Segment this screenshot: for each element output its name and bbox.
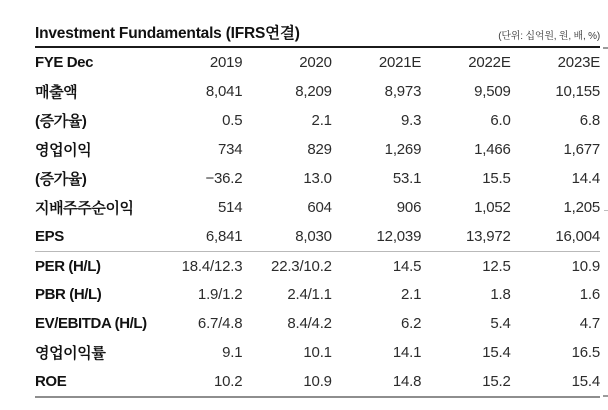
row-label: EPS: [35, 228, 64, 245]
row-label: EV/EBITDA (H/L): [35, 315, 147, 332]
cell: 8,973: [384, 83, 422, 100]
cell: 906: [396, 199, 422, 216]
cell: 8.4/4.2: [287, 315, 332, 332]
cell: 829: [307, 141, 332, 158]
cell: 18.4/12.3: [181, 257, 243, 275]
header-year: 2019: [209, 54, 243, 71]
table-row-net-profit: [35, 193, 600, 222]
cell: 0.5: [222, 112, 243, 129]
cell: 9.3: [400, 112, 422, 129]
cell: 1,269: [384, 141, 422, 158]
cell: 15.5: [482, 170, 511, 187]
header-year: 2022E: [468, 54, 511, 71]
table-row-per: [35, 251, 600, 280]
row-label: 지배주주순이익: [35, 200, 134, 217]
cell: 5.4: [490, 315, 511, 332]
cell: 10.2: [214, 373, 243, 390]
row-label: (증가율): [35, 113, 87, 130]
cell: 2.4/1.1: [287, 286, 332, 303]
table-row-operating-profit: [35, 135, 600, 164]
cell: 12,039: [376, 228, 422, 245]
table-row-op-margin: [35, 338, 600, 367]
cell: 14.5: [392, 257, 422, 275]
table-title-row: [35, 20, 600, 48]
table-row-op-growth: [35, 164, 600, 193]
cell: 14.8: [392, 373, 422, 390]
cell: 13.0: [303, 170, 332, 187]
header-year: 2021E: [378, 54, 422, 71]
cell: 53.1: [392, 170, 422, 187]
row-label: 영업이익: [35, 142, 92, 159]
table-row-sales: [35, 77, 600, 106]
cell: 514: [217, 199, 243, 216]
cell: 10,155: [555, 83, 601, 100]
cell: 14.1: [392, 344, 422, 361]
table-row-pbr: [35, 280, 600, 309]
cell: 10.9: [571, 257, 601, 275]
header-year: 2020: [299, 54, 332, 71]
cell: 1.9/1.2: [197, 286, 243, 303]
adjacent-table-edge-mark: [604, 210, 608, 211]
cell: 13,972: [465, 228, 511, 245]
adjacent-table-edge-mark: [603, 395, 608, 397]
cell: 10.1: [303, 344, 332, 361]
table-header-row: [35, 48, 600, 77]
cell: 15.2: [482, 373, 511, 390]
cell: 22.3/10.2: [271, 257, 332, 275]
cell: 16,004: [555, 228, 601, 245]
cell: 8,041: [205, 83, 243, 100]
cell: 734: [217, 141, 243, 158]
header-year: 2023E: [557, 54, 601, 71]
cell: 2.1: [311, 112, 332, 129]
row-label: PER (H/L): [35, 257, 101, 275]
cell: 9,509: [474, 83, 511, 100]
row-label: (증가율): [35, 171, 87, 188]
cell: 6.2: [400, 315, 422, 332]
cell: 1,677: [563, 141, 601, 158]
cell: 604: [307, 199, 332, 216]
cell: 16.5: [571, 344, 601, 361]
row-label: 매출액: [35, 84, 78, 101]
table-row-eps: [35, 222, 600, 251]
cell: 1,052: [474, 199, 511, 216]
cell: 1.8: [490, 286, 511, 303]
cell: 6.0: [490, 112, 511, 129]
unit-note: (단위: 십억원, 원, 배, %): [498, 31, 600, 42]
investment-fundamentals-table: [35, 20, 600, 398]
cell: 8,209: [295, 83, 332, 100]
cell: 1,466: [474, 141, 511, 158]
table-row-sales-growth: [35, 106, 600, 135]
table-row-roe: [35, 367, 600, 396]
table-row-ev-ebitda: [35, 309, 600, 338]
cell: 8,030: [295, 228, 332, 245]
row-label: PBR (H/L): [35, 286, 102, 303]
row-label: 영업이익률: [35, 345, 106, 362]
cell: 1,205: [563, 199, 601, 216]
cell: 14.4: [571, 170, 601, 187]
cell: 9.1: [222, 344, 243, 361]
cell: 2.1: [400, 286, 422, 303]
header-fye-dec: FYE Dec: [35, 54, 94, 71]
cell: 4.7: [579, 315, 601, 332]
cell: 12.5: [482, 257, 511, 275]
cell: 15.4: [482, 344, 511, 361]
cell: 15.4: [571, 373, 601, 390]
cell: 6,841: [205, 228, 243, 245]
cell: 6.7/4.8: [197, 315, 243, 332]
cell: 10.9: [303, 373, 332, 390]
table-title: Investment Fundamentals (IFRS연결): [35, 25, 300, 42]
cell: −36.2: [205, 170, 243, 187]
cell: 1.6: [579, 286, 601, 303]
cell: 6.8: [579, 112, 601, 129]
adjacent-table-edge-mark: [603, 47, 608, 49]
row-label: ROE: [35, 373, 67, 390]
